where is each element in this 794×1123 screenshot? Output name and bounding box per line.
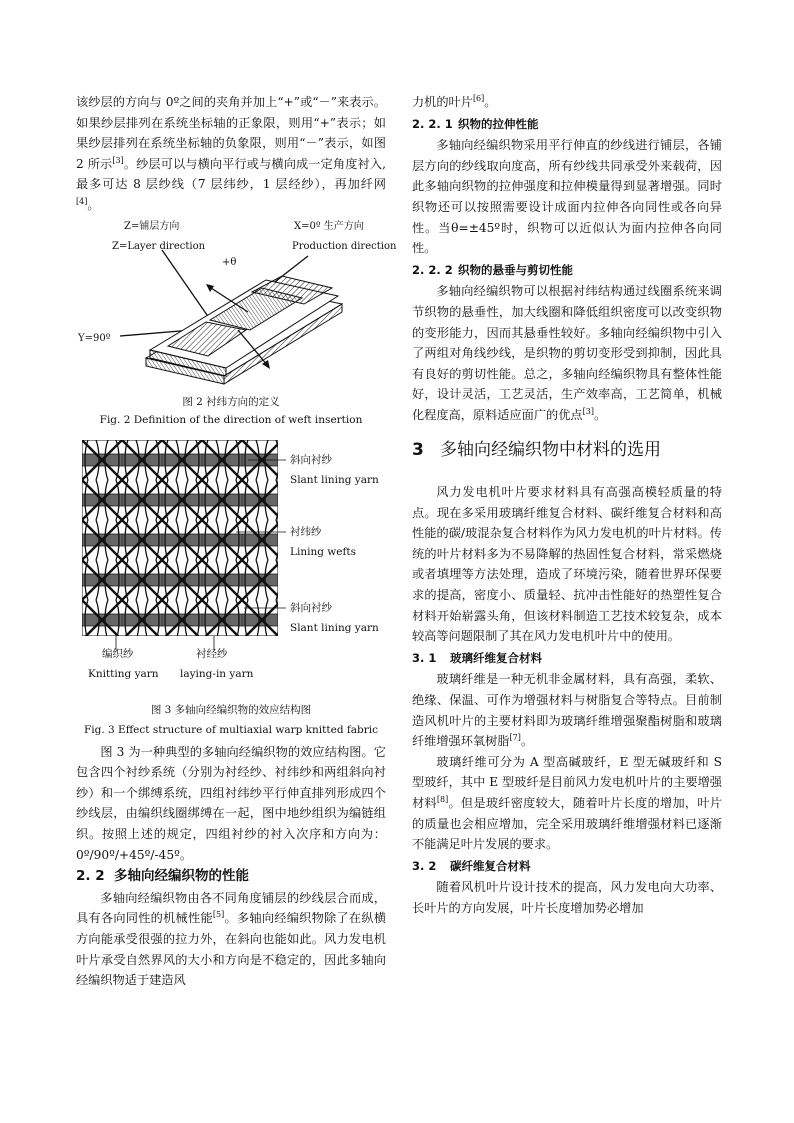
section-heading-3-1: 3. 1 玻璃纤维复合材料 xyxy=(412,650,542,665)
fig3-label-weft-cn: 衬纬纱 xyxy=(290,525,322,538)
fig2-label-y: Y=90º xyxy=(78,332,111,344)
fig2-label-z-en: Z=Layer direction xyxy=(112,240,206,252)
fig3-label-laying-en: laying-in yarn xyxy=(180,667,254,680)
fig2-label-z-cn: Z=铺层方向 xyxy=(124,220,180,232)
fig2-label-x-en: Production direction xyxy=(292,240,397,252)
fig3-label-knitting-en: Knitting yarn xyxy=(88,667,159,680)
section-heading-2-2-1: 2. 2. 1 织物的拉伸性能 xyxy=(412,116,539,131)
fig3-label-slant-en: Slant lining yarn xyxy=(290,473,379,486)
paragraph: 图 3 为一种典型的多轴向经编织物的效应结构图。它包含四个衬纱系统（分别为衬经纱、衬纬纱和两组斜向衬纱）和一个绑缚系统，四组衬纬纱平行伸直排列形成四个纱线层，由编织线圈绑缚在一起，图中地纱组织为编链组织。按照上述的规定，四组衬纱的衬入次序和方向为：0º/90º/+45º/-45º。 xyxy=(76,744,386,862)
paragraph: 该纱层的方向与 0º之间的夹角并加上“+”或“－”来表示。如果纱层排列在系统坐标轴的正象限，则用“+”表示；如果纱层排列在系统坐标轴的负象限，则用“－”表示，如图 2 所示[3]。纱层可以与横向平行或与横向成一定角度衬入,最多可达 8 层纱线（7 层纬纱，1 层经纱），再加纤网[4]。 xyxy=(76,95,386,212)
citation[interactable]: [5] xyxy=(212,910,225,920)
paragraph: 多轴向经编织物可以根据衬纬结构通过线圈系统来调节织物的悬垂性，加大线圈和降低组织密度可以改变织物的变形能力，因而其悬垂性较好。多轴向经编织物中引入了两组对角线纱线，是织物的剪切变形受到抑制，因此具有良好的剪切性能。总之，多轴向经编织物具有整体性能好，设计灵活，工艺灵活，生产效率高，工艺简单，机械化程度高，原料适应面广的优点[3]。 xyxy=(412,284,722,422)
paragraph: 力机的叶片[6]。 xyxy=(412,93,497,109)
fig2-diagram xyxy=(76,216,386,396)
citation[interactable]: [3] xyxy=(112,155,124,165)
fig3-caption-en: Fig. 3 Effect structure of multiaxial warp knitted fabric xyxy=(84,723,378,736)
paragraph: 多轴向经编织物由各不同角度铺层的纱线层合而成，具有各向同性的机械性能[5]。多轴向经编织物除了在纵横方向能承受很强的拉力外，在斜向也能如此。风力发电机叶片承受自然界风的大小和方向是不稳定的，因此多轴向经编织物适于建造风 xyxy=(76,890,387,988)
fig3-label-slant2-cn: 斜向衬纱 xyxy=(290,601,332,614)
left-column xyxy=(76,92,397,991)
fig3-label-slant2-en: Slant lining yarn xyxy=(290,621,379,634)
fig2-label-plus-theta: +θ xyxy=(222,256,237,268)
figure-2 xyxy=(76,216,397,430)
fig2-caption-en: Fig. 2 Definition of the direction of weft insertion xyxy=(99,413,363,426)
fig3-caption-cn: 图 3 多轴向经编织物的效应结构图 xyxy=(150,703,312,716)
citation[interactable]: [3] xyxy=(582,406,594,416)
fig3-label-weft-en: Lining wefts xyxy=(290,545,356,558)
citation[interactable]: [8] xyxy=(436,794,449,804)
right-column xyxy=(412,92,722,919)
citation[interactable]: [7] xyxy=(509,733,521,743)
fig2-caption-cn: 图 2 衬纬方向的定义 xyxy=(182,395,280,408)
paragraph: 玻璃纤维可分为 A 型高碱玻纤，E 型无碱玻纤和 S 型玻纤，其中 E 型玻纤是目前风力发电机叶片的主要增强材料[8]。但是玻纤密度较大，随着叶片长度的增加，叶片的质量也会相应增加，完全采用玻璃纤维增强材料已逐渐不能满足叶片发展的要求。 xyxy=(412,754,723,852)
paragraph: 多轴向经编织物采用平行伸直的纱线进行铺层，各铺层方向的纱线取向度高，所有纱线共同承受外来载荷，因此多轴向织物的拉伸强度和拉伸模量得到显著增强。同时织物还可以按照需要设计成面内拉伸各向同性或各向异性。当θ=±45º时，织物可以近似认为面内拉伸各向同性。 xyxy=(412,138,722,256)
fig2-label-x-cn: X=0º 生产方向 xyxy=(294,220,364,232)
paragraph: 玻璃纤维是一种无机非金属材料，具有高强，柔软、绝缘、保温、可作为增强材料与树脂复合等特点。目前制造风机叶片的主要材料即为玻璃纤维增强聚酯树脂和玻璃纤维增强环氧树脂[7]。 xyxy=(412,672,722,749)
fig3-label-laying-cn: 衬经纱 xyxy=(196,647,228,660)
fig3-label-slant-cn: 斜向衬纱 xyxy=(290,453,332,466)
section-heading-2-2: 2. 2 多轴向经编织物的性能 xyxy=(76,868,249,885)
paragraph: 随着风机叶片设计技术的提高，风力发电向大功率、长叶片的方向发展，叶片长度增加势必增加 xyxy=(412,880,722,915)
figure-3 xyxy=(76,440,386,742)
section-heading-2-2-2: 2. 2. 2 织物的悬垂与剪切性能 xyxy=(412,262,573,277)
section-heading-3-2: 3. 2 碳纤维复合材料 xyxy=(412,858,531,873)
citation[interactable]: [4] xyxy=(76,196,88,206)
section-heading-3: 3 多轴向经编织物中材料的选用 xyxy=(412,439,661,460)
fig3-label-knitting-cn: 编织纱 xyxy=(102,647,134,660)
paragraph: 风力发电机叶片要求材料具有高强高模轻质量的特点。现在多采用玻璃纤维复合材料、碳纤维复合材料和高性能的碳/玻混杂复合材料作为风力发电机的叶片材料。传统的叶片材料多为不易降解的热固性复合材料，常采燃烧或者填埋等方法处理，造成了环境污染，随着世界环保要求的提高，密度小、质量轻、抗冲击性能好的热塑性复合材料开始崭露头角，但该材料制造工艺技术较复杂，成本较高等问题限制了其在风力发电机叶片中的使用。 xyxy=(412,485,722,644)
citation[interactable]: [6] xyxy=(472,93,485,103)
